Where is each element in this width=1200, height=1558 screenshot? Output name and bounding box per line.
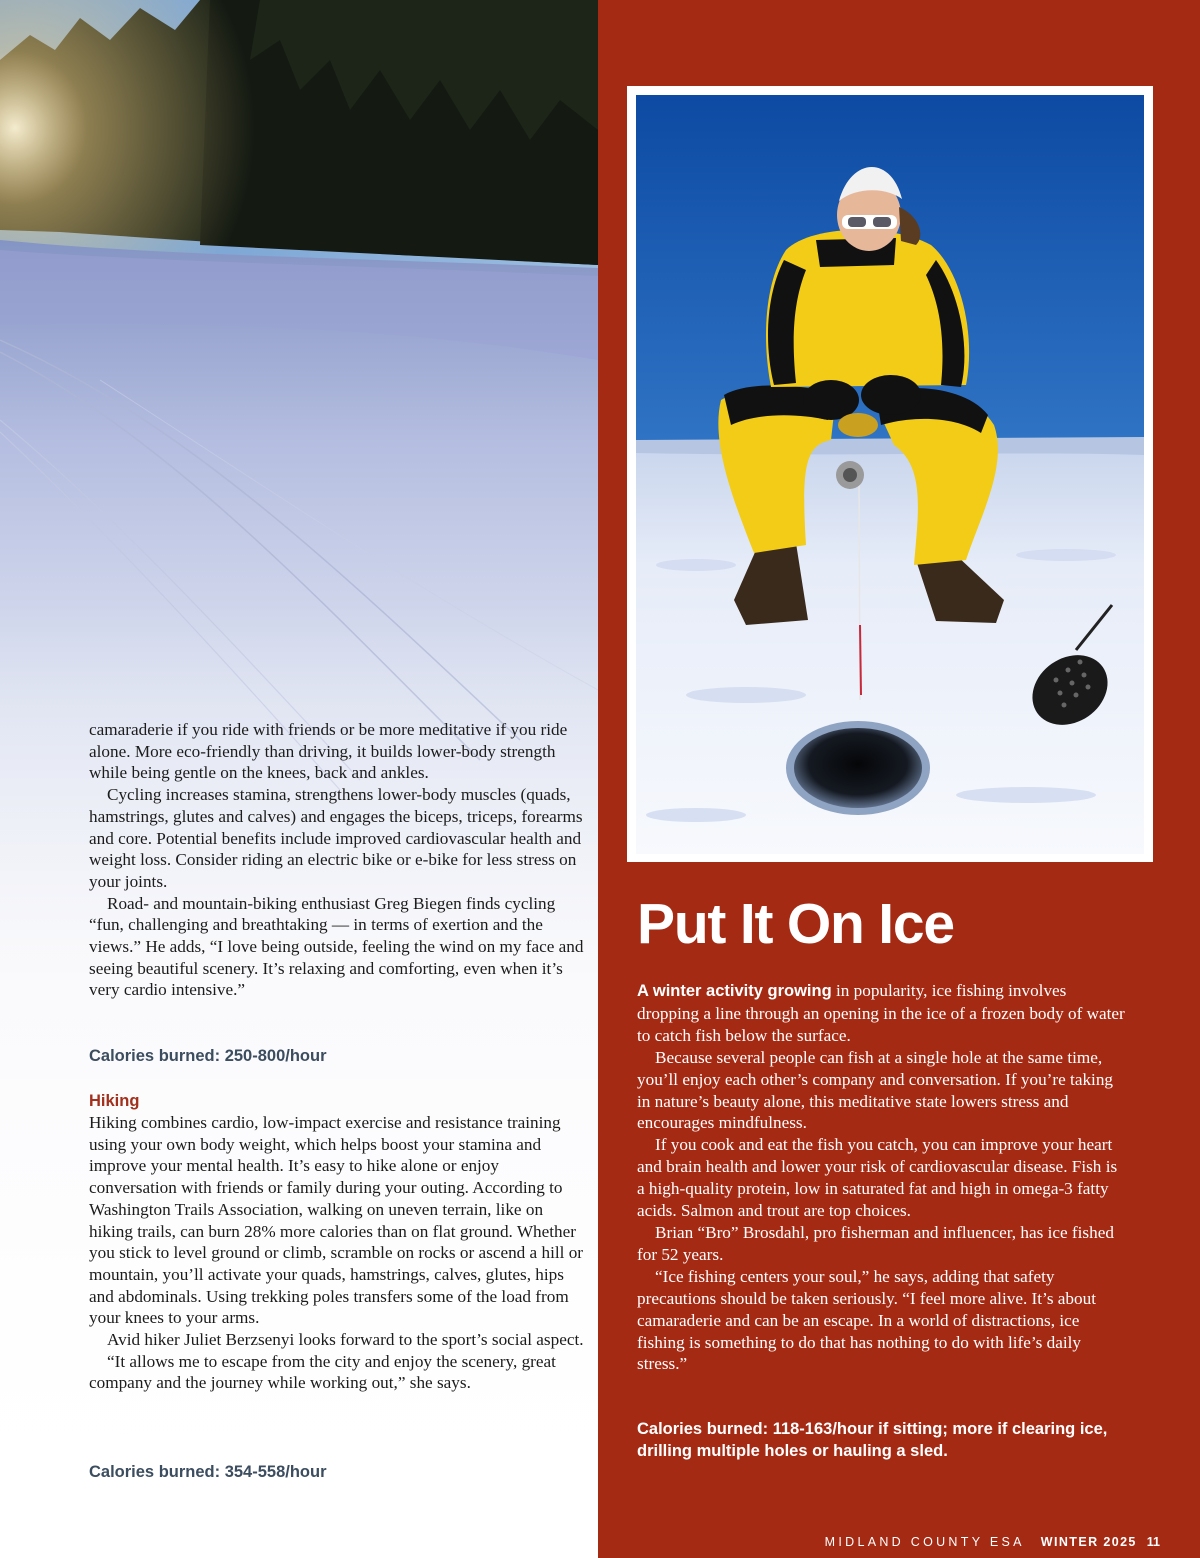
hiking-calories: Calories burned: 354-558/hour	[89, 1463, 327, 1481]
cycling-paragraph: Cycling increases stamina, strengthens lower-body muscles (quads, hamstrings, glutes and calves) and engages the biceps, triceps, forearms and core. Potential benefits include improved cardiovascular health and weight loss. Consider riding an electric bike or e-bike for less stress on your joints.	[89, 785, 583, 891]
article-title: Put It On Ice	[637, 892, 954, 956]
cycling-text	[89, 719, 589, 1001]
ice-fishing-paragraph: Brian “Bro” Brosdahl, pro fisherman and influencer, has ice fished for 52 years.	[637, 1222, 1114, 1264]
ice-fishing-paragraph: Because several people can fish at a single hole at the same time, you’ll enjoy each other’s company and conversation. If you’re taking in nature’s beauty alone, this meditative state lowers stress and encourages mindfulness.	[637, 1047, 1114, 1133]
publication-name: MIDLAND COUNTY ESA	[824, 1535, 1025, 1549]
hiking-text	[89, 1112, 589, 1394]
page-number: 11	[1146, 1535, 1160, 1549]
ice-fishing-text	[637, 980, 1127, 1375]
cycling-paragraph: Road- and mountain-biking enthusiast Greg Biegen finds cycling “fun, challenging and breathtaking — in terms of exertion and the views.” He adds, “I love being outside, feeling the wind on my face and seeing beautiful scenery. It’s relaxing and comforting, even when it’s very cardio intensive.”	[89, 893, 584, 1000]
cycling-calories: Calories burned: 250-800/hour	[89, 1047, 327, 1065]
hiking-paragraph: Avid hiker Juliet Berzsenyi looks forward to the sport’s social aspect.	[107, 1330, 584, 1350]
hiking-paragraph: “It allows me to escape from the city and enjoy the scenery, great company and the journey while working out,” she says.	[89, 1351, 556, 1393]
page-footer	[825, 1535, 1160, 1549]
cycling-paragraph: camaraderie if you ride with friends or be more meditative if you ride alone. More eco-friendly than driving, it builds lower-body strength while being gentle on the knees, back and ankles.	[89, 720, 568, 783]
ice-fisherman-photo	[636, 95, 1144, 854]
ice-fishing-paragraph: If you cook and eat the fish you catch, you can improve your heart and brain health and lower your risk of cardiovascular disease. Fish is a high-quality protein, low in saturated fat and high in omega-3 fatty acids. Salmon and trout are top choices.	[637, 1135, 1118, 1221]
ice-fishing-paragraph: “Ice fishing centers your soul,” he says, adding that safety precautions should be taken seriously. “I feel more alive. It’s about camaraderie and can be an escape. In a world of distractions, ice fishing is something to do that has nothing to do with life’s daily stress.”	[637, 1266, 1096, 1374]
lead-paragraph-rest: in popularity, ice fishing involves dropping a line through an opening in the ice of a frozen body of water to catch fish below the surface.	[637, 981, 1125, 1045]
ice-fishing-calories: Calories burned: 118-163/hour if sitting; more if clearing ice, drilling multiple holes or hauling a sled.	[637, 1420, 1108, 1460]
issue-label: WINTER 2025	[1040, 1535, 1137, 1549]
ice-fishing-paragraph	[637, 980, 1127, 1047]
lead-in: A winter activity growing	[637, 982, 832, 1000]
hiking-paragraph: Hiking combines cardio, low-impact exercise and resistance training using your own body weight, which helps boost your stamina and improve your mental health. It’s easy to hike alone or enjoy conversation with friends or family during your outing. According to Washington Trails Association, walking on uneven terrain, like on hiking trails, can burn 28% more calories than on flat ground. Whether you stick to level ground or climb, scramble on rocks or ascend a hill or mountain, you’ll activate your quads, hamstrings, calves, glutes, hips and abdominals. Using trekking poles transfers some of the load from your knees to your arms.	[89, 1113, 584, 1328]
hiking-heading: Hiking	[89, 1092, 140, 1110]
